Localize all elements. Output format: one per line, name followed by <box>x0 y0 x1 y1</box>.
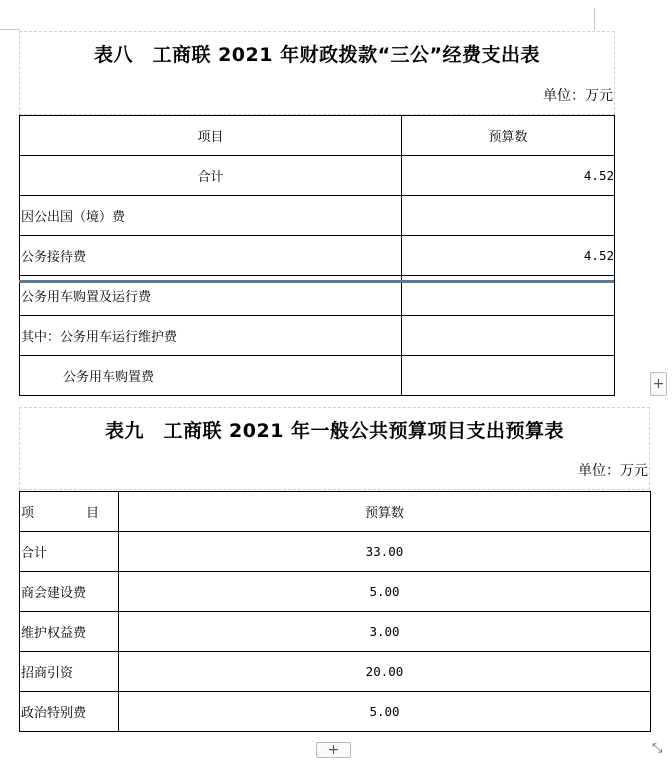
table9-header-row <box>20 492 651 532</box>
table9-cell-item[interactable]: 维护权益费 <box>20 612 119 652</box>
table-row <box>20 612 651 652</box>
table-row <box>20 356 615 396</box>
table9-cell-item[interactable]: 招商引资 <box>20 652 119 692</box>
table9-cell-item[interactable]: 合计 <box>20 532 119 572</box>
table9-cell-value[interactable]: 20.00 <box>119 652 651 692</box>
table8-cell-value[interactable] <box>402 316 615 356</box>
table9-cell-value[interactable]: 5.00 <box>119 692 651 732</box>
table9-unit: 单位：万元 <box>578 463 648 479</box>
table8-cell-value[interactable] <box>402 356 615 396</box>
table9-cell-value[interactable]: 3.00 <box>119 612 651 652</box>
table9-header-item[interactable]: 项 目 <box>20 492 119 532</box>
table-row <box>20 572 651 612</box>
page-corner-mark <box>594 8 595 30</box>
table9 <box>19 491 651 732</box>
add-column-button[interactable]: + <box>650 372 667 396</box>
table9-cell-item[interactable]: 商会建设费 <box>20 572 119 612</box>
table8-cell-item[interactable]: 其中：公务用车运行维护费 <box>20 316 402 356</box>
table9-header-value[interactable]: 预算数 <box>119 492 651 532</box>
table8-title: 表八 工商联 2021 年财政拨款“三公”经费支出表 <box>93 44 541 66</box>
table9-cell-value[interactable]: 33.00 <box>119 532 651 572</box>
table8-unit: 单位：万元 <box>543 88 613 104</box>
table8-cell-item[interactable]: 公务用车购置费 <box>20 356 402 396</box>
table-row <box>20 196 615 236</box>
table8-header-row <box>20 116 615 156</box>
table8-header-item[interactable]: 项目 <box>20 116 402 156</box>
table-row <box>20 692 651 732</box>
table8 <box>19 115 615 396</box>
table-row <box>20 532 651 572</box>
table8-cell-value[interactable]: 4.52 <box>402 156 615 196</box>
table-row <box>20 316 615 356</box>
table8-cell-value[interactable] <box>402 196 615 236</box>
table8-cell-item[interactable]: 公务接待费 <box>20 236 402 276</box>
table-resize-icon[interactable]: ⤡ <box>652 741 663 756</box>
table-row <box>20 652 651 692</box>
table-row <box>20 156 615 196</box>
add-row-button[interactable]: + <box>316 742 351 758</box>
page-corner-mark-left <box>0 29 20 30</box>
table9-cell-item[interactable]: 政治特别费 <box>20 692 119 732</box>
table9-cell-value[interactable]: 5.00 <box>119 572 651 612</box>
table8-cell-value[interactable]: 4.52 <box>402 236 615 276</box>
table8-cell-item[interactable]: 合计 <box>20 156 402 196</box>
table9-title: 表九 工商联 2021 年一般公共预算项目支出预算表 <box>104 420 565 442</box>
table8-cell-item[interactable]: 因公出国（境）费 <box>20 196 402 236</box>
table8-cell-item[interactable]: 公务用车购置及运行费 <box>20 276 402 316</box>
table-row <box>20 236 615 276</box>
row-selection-separator <box>19 280 614 283</box>
table8-header-value[interactable]: 预算数 <box>402 116 615 156</box>
